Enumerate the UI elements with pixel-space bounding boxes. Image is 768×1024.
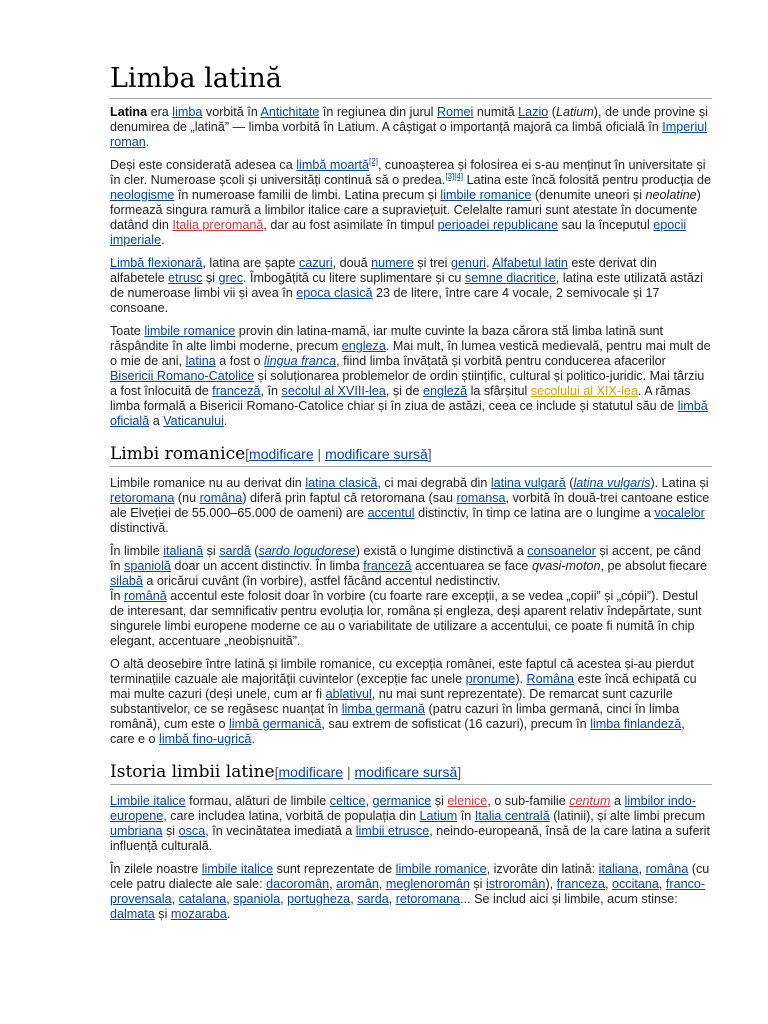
link-silaba[interactable]: silabă: [110, 574, 143, 588]
link-etrusc[interactable]: etrusc: [168, 271, 203, 285]
intro-paragraph-3: Limbă flexionară, latina are șapte cazuri, două numere și trei genuri. Alfabetul latin este derivat din alfabetele etrusc și grec. Îmbogățită cu litere suplimentare și cu semne diacritice, latina este utilizată astăzi de numeroase limbi vii și avea în epoca clasică 23 de litere, între care 4 vocale, 2 semivocale și 17 consoane.: [110, 256, 703, 315]
link-franceza[interactable]: franceză: [212, 384, 261, 398]
link-latina[interactable]: latina: [185, 354, 216, 368]
link-franco-provensala[interactable]: franco-provensala: [110, 877, 706, 906]
link-limba-germanica[interactable]: limbă germanică: [229, 717, 322, 731]
link-imperiul-roman[interactable]: Imperiul roman: [110, 120, 708, 149]
link-secolul-xviii[interactable]: secolul al XVIII-lea: [281, 384, 386, 398]
link-vaticanului[interactable]: Vaticanului: [163, 414, 224, 428]
link-centum[interactable]: centum: [569, 794, 611, 808]
link-antichitate[interactable]: Antichitate: [260, 105, 320, 119]
link-dalmata[interactable]: dalmata: [110, 907, 155, 921]
link-limbile-italice-2[interactable]: limbile italice: [201, 862, 274, 876]
link-spaniola-2[interactable]: spaniola: [233, 892, 281, 906]
link-sarda-2[interactable]: sarda: [357, 892, 389, 906]
link-limbile-italice[interactable]: Limbile italice: [110, 794, 186, 808]
citation-3-4[interactable]: [3][4]: [445, 171, 464, 181]
edit-section-links: [modificare | modificare sursă]: [245, 446, 432, 462]
link-limba[interactable]: limba: [172, 105, 203, 119]
link-retoromana-2[interactable]: retoromana: [395, 892, 461, 906]
link-limbile-romanice-3[interactable]: limbile romanice: [395, 862, 487, 876]
link-umbriana[interactable]: umbriana: [110, 824, 163, 838]
link-limbile-romanice[interactable]: limbile romanice: [440, 188, 532, 202]
link-epoca-clasica[interactable]: epoca clasică: [296, 286, 373, 300]
link-istroroman[interactable]: istroromân: [485, 877, 546, 891]
citation-2[interactable]: [2]: [369, 156, 378, 166]
link-romana-4[interactable]: româna: [645, 862, 689, 876]
intro-paragraph-2: Deși este considerată adesea ca limbă moartă[2], cunoașterea și folosirea ei s-au menținut în universitate și în cler. Numeroase școli și universități continuă să o predea.[3][4] Latina este încă folosită pentru producția de neologisme în numeroase familii de limbi. Latina precum și limbile romanice (denumite uneori și neolatine) formează singura ramură a limbilor italice care a supraviețuit. Celelalte ramuri sunt atestate în documente datând din Italia preromană, dar au fost asimilate în timpul perioadei republicane sau la începutul epocii imperiale.: [110, 156, 711, 247]
edit-section-link-2[interactable]: modificare: [278, 764, 344, 780]
link-limba-flexionara[interactable]: Limbă flexionară: [110, 256, 203, 270]
link-genuri[interactable]: genuri: [450, 256, 486, 270]
section-heading-istoria: Istoria limbii latine[modificare | modificare sursă]: [110, 761, 712, 785]
link-romei[interactable]: Romei: [436, 105, 474, 119]
link-latina-clasica[interactable]: latina clasică: [305, 476, 378, 490]
link-consoanelor[interactable]: consoanelor: [527, 544, 596, 558]
link-catalana[interactable]: catalana: [178, 892, 227, 906]
link-meglenoroman[interactable]: meglenoromân: [385, 877, 470, 891]
link-limba-germana[interactable]: limba germană: [341, 702, 426, 716]
link-vocalelor[interactable]: vocalelor: [654, 506, 705, 520]
intro-paragraph-1: Latina era limba vorbită în Antichitate în regiunea din jurul Romei numită Lazio (Latium), de unde provine și denumirea de „latină” — limba vorbită în Latium. A câștigat o importanță majoră ca limbă oficială în Imperiul roman.: [110, 105, 708, 149]
link-retoromana[interactable]: retoromana: [110, 491, 175, 505]
link-limba-moarta[interactable]: limbă moartă: [296, 158, 370, 172]
link-secolului-xix[interactable]: secolului al XIX-lea: [530, 384, 638, 398]
link-cazuri[interactable]: cazuri: [299, 256, 333, 270]
edit-source-link[interactable]: modificare sursă: [325, 446, 428, 462]
link-osca[interactable]: osca: [178, 824, 206, 838]
intro-paragraph-4: Toate limbile romanice provin din latina-mamă, iar multe cuvinte la baza cărora stă limba latină sunt răspândite în alte limbi moderne, precum engleza. Mai mult, în lumea vestică medievală, pentru mai mult de o mie de ani, latina a fost o lingua franca, fiind limba învățată și vorbită pentru conducerea afacerilor Bisericii Romano-Catolice și soluționarea problemelor de ordin științific, cultural și politico-juridic. Mai târziu a fost înlocuită de franceză, în secolul al XVIII-lea, și de engleză la sfârșitul secolului al XIX-lea. A rămas limba formală a Bisericii Romano-Catolice chiar și în ziua de astăzi, ceea ce include și statutul său de limbă oficială a Vaticanului.: [110, 324, 711, 428]
link-portugheza[interactable]: portugheza: [287, 892, 351, 906]
link-dacoroman[interactable]: dacoromân: [266, 877, 330, 891]
link-italiana-2[interactable]: italiana: [598, 862, 639, 876]
link-italia-preromana[interactable]: Italia preromană: [172, 218, 264, 232]
link-latium[interactable]: Latium: [419, 809, 458, 823]
edit-section-link[interactable]: modificare: [249, 446, 314, 462]
section-heading-limbi-romanice: Limbi romanice[modificare | modificare sursă]: [110, 443, 712, 467]
link-germanice[interactable]: germanice: [372, 794, 432, 808]
link-italiana[interactable]: italiană: [163, 544, 204, 558]
link-pronume[interactable]: pronume: [465, 672, 516, 686]
romance-paragraph-3: O altă deosebire între latină și limbile romanice, cu excepția românei, este faptul că acestea și-au pierdut terminațiile cazuale ale majorităţii cuvintelor (excepție fac unele pronume). Româna este încă echipată cu mai multe cazuri (deși unele, cum ar fi ablativul, nu mai sunt reprezentate). De remarcat sunt cazurile substantivelor, ce se regăsesc nuanțat în limba germană (patru cazuri în limba germană, cinci în limba română), cum este o limbă germanică, sau extrem de sofisticat (16 cazuri), precum în limba finlandeză, care e o limbă fino-ugrică.: [110, 657, 697, 746]
link-limba-oficiala[interactable]: limbă oficială: [110, 399, 708, 428]
link-occitana[interactable]: occitana: [611, 877, 659, 891]
link-limba-finlandeza[interactable]: limba finlandeză: [590, 717, 682, 731]
link-latina-vulgaris[interactable]: latina vulgaris: [573, 476, 651, 490]
link-accentul[interactable]: accentul: [367, 506, 415, 520]
romance-paragraph-1: Limbile romanice nu au derivat din latina clasică, ci mai degrabă din latina vulgară (latina vulgaris). Latina și retoromana (nu româna) diferă prin faptul că retoromana (sau romansa, vorbită în două-trei cantoane estice ale Elveției de 55.000–65.000 de oameni) are accentul distinctiv, în timp ce latina are o lungime a vocalelor distinctivă.: [110, 476, 710, 535]
link-lingua-franca[interactable]: lingua franca: [264, 354, 337, 368]
romance-paragraph-2: În limbile italiană și sardă (sardo logudorese) există o lungime distinctivă a consoanelor și accent, pe când în spaniolă doar un accent distinctiv. În limba franceză accentuarea se face qvasi-moton, pe absolut fiecare silabă a oricărui cuvânt (în vorbire), astfel făcând accentul nedistinctiv. În română accentul este folosit doar în vorbire (cu foarte rare excepții, a se vedea „copii” și „cópii”). Destul de interesant, dar semnificativ pentru evoluția lor, româna și engleza, deși aparent relativ îndepărtate, sunt singurele limbi europene moderne ce au o variabilitate de utilizare a accentului, ce poate fi numită în chip elegant, accentuare „neobișnuită”.: [110, 544, 707, 648]
edit-source-link-2[interactable]: modificare sursă: [354, 764, 458, 780]
link-sarda[interactable]: sardă: [219, 544, 251, 558]
link-romana[interactable]: româna: [199, 491, 243, 505]
link-franceza-3[interactable]: franceza: [556, 877, 605, 891]
history-paragraph-1: Limbile italice formau, alături de limbile celtice, germanice și elenice, o sub-familie centum a limbilor indo-europene, care includea latina, vorbită de populația din Latium în Italia centrală (latinii), și alte limbi precum umbriana și osca, în vecinătatea imediată a limbii etrusce, neindo-europeană, însă de la care latina a suferit influență culturală.: [110, 794, 710, 853]
link-perioadei-republicane[interactable]: perioadei republicane: [437, 218, 559, 232]
link-limbii-etrusce[interactable]: limbii etrusce: [355, 824, 430, 838]
article-content: [110, 62, 712, 930]
link-limbilor-indo-europene[interactable]: limbilor indo-europene: [110, 794, 696, 823]
italic-latium: Latium: [555, 105, 594, 119]
link-numere[interactable]: numere: [371, 256, 414, 270]
link-semne-diacritice[interactable]: semne diacritice: [464, 271, 556, 285]
link-grec[interactable]: grec: [218, 271, 244, 285]
link-mozaraba[interactable]: mozaraba: [170, 907, 227, 921]
link-romana-2[interactable]: română: [124, 589, 167, 603]
link-aroman[interactable]: aromân: [336, 877, 379, 891]
link-celtice[interactable]: celtice: [329, 794, 366, 808]
link-ablativul[interactable]: ablativul: [325, 687, 372, 701]
link-romansa[interactable]: romansa: [456, 491, 506, 505]
page-title: Limba latină: [110, 62, 712, 99]
link-sardo-logudorese[interactable]: sardo logudorese: [258, 544, 356, 558]
link-italia-centrala[interactable]: Italia centrală: [474, 809, 550, 823]
link-engleza[interactable]: engleza: [341, 339, 386, 353]
link-limbile-romanice-2[interactable]: limbile romanice: [144, 324, 236, 338]
link-epocii-imperiale[interactable]: epocii imperiale: [110, 218, 687, 247]
edit-section-links-2: [modificare | modificare sursă]: [274, 764, 462, 780]
link-spaniola[interactable]: spaniolă: [124, 559, 171, 573]
link-limba-fino-ugrica[interactable]: limbă fino-ugrică: [159, 732, 252, 746]
link-latina-vulgara[interactable]: latina vulgară: [490, 476, 566, 490]
link-franceza-2[interactable]: franceză: [363, 559, 412, 573]
link-biserica-romano-catolica[interactable]: Bisericii Romano-Catolice: [110, 369, 255, 383]
link-alfabetul-latin[interactable]: Alfabetul latin: [492, 256, 568, 270]
history-paragraph-2: În zilele noastre limbile italice sunt reprezentate de limbile romanice, izvorâte din latină: italiana, româna (cu cele patru dialecte ale sale: dacoromân, aromân, meglenoromân și istroromân), franceza, occitana, franco-provensala, catalana, spaniola, portugheza, sarda, retoromana... Se includ aici și limbile, acum stinse: dalmata și mozaraba.: [110, 862, 710, 921]
link-elenice[interactable]: elenice: [447, 794, 488, 808]
link-neologisme[interactable]: neologisme: [110, 188, 175, 202]
bold-term-latina: Latina: [110, 105, 148, 119]
link-lazio[interactable]: Lazio: [518, 105, 549, 119]
link-romana-3[interactable]: Româna: [526, 672, 575, 686]
link-engleza-2[interactable]: engleză: [422, 384, 468, 398]
